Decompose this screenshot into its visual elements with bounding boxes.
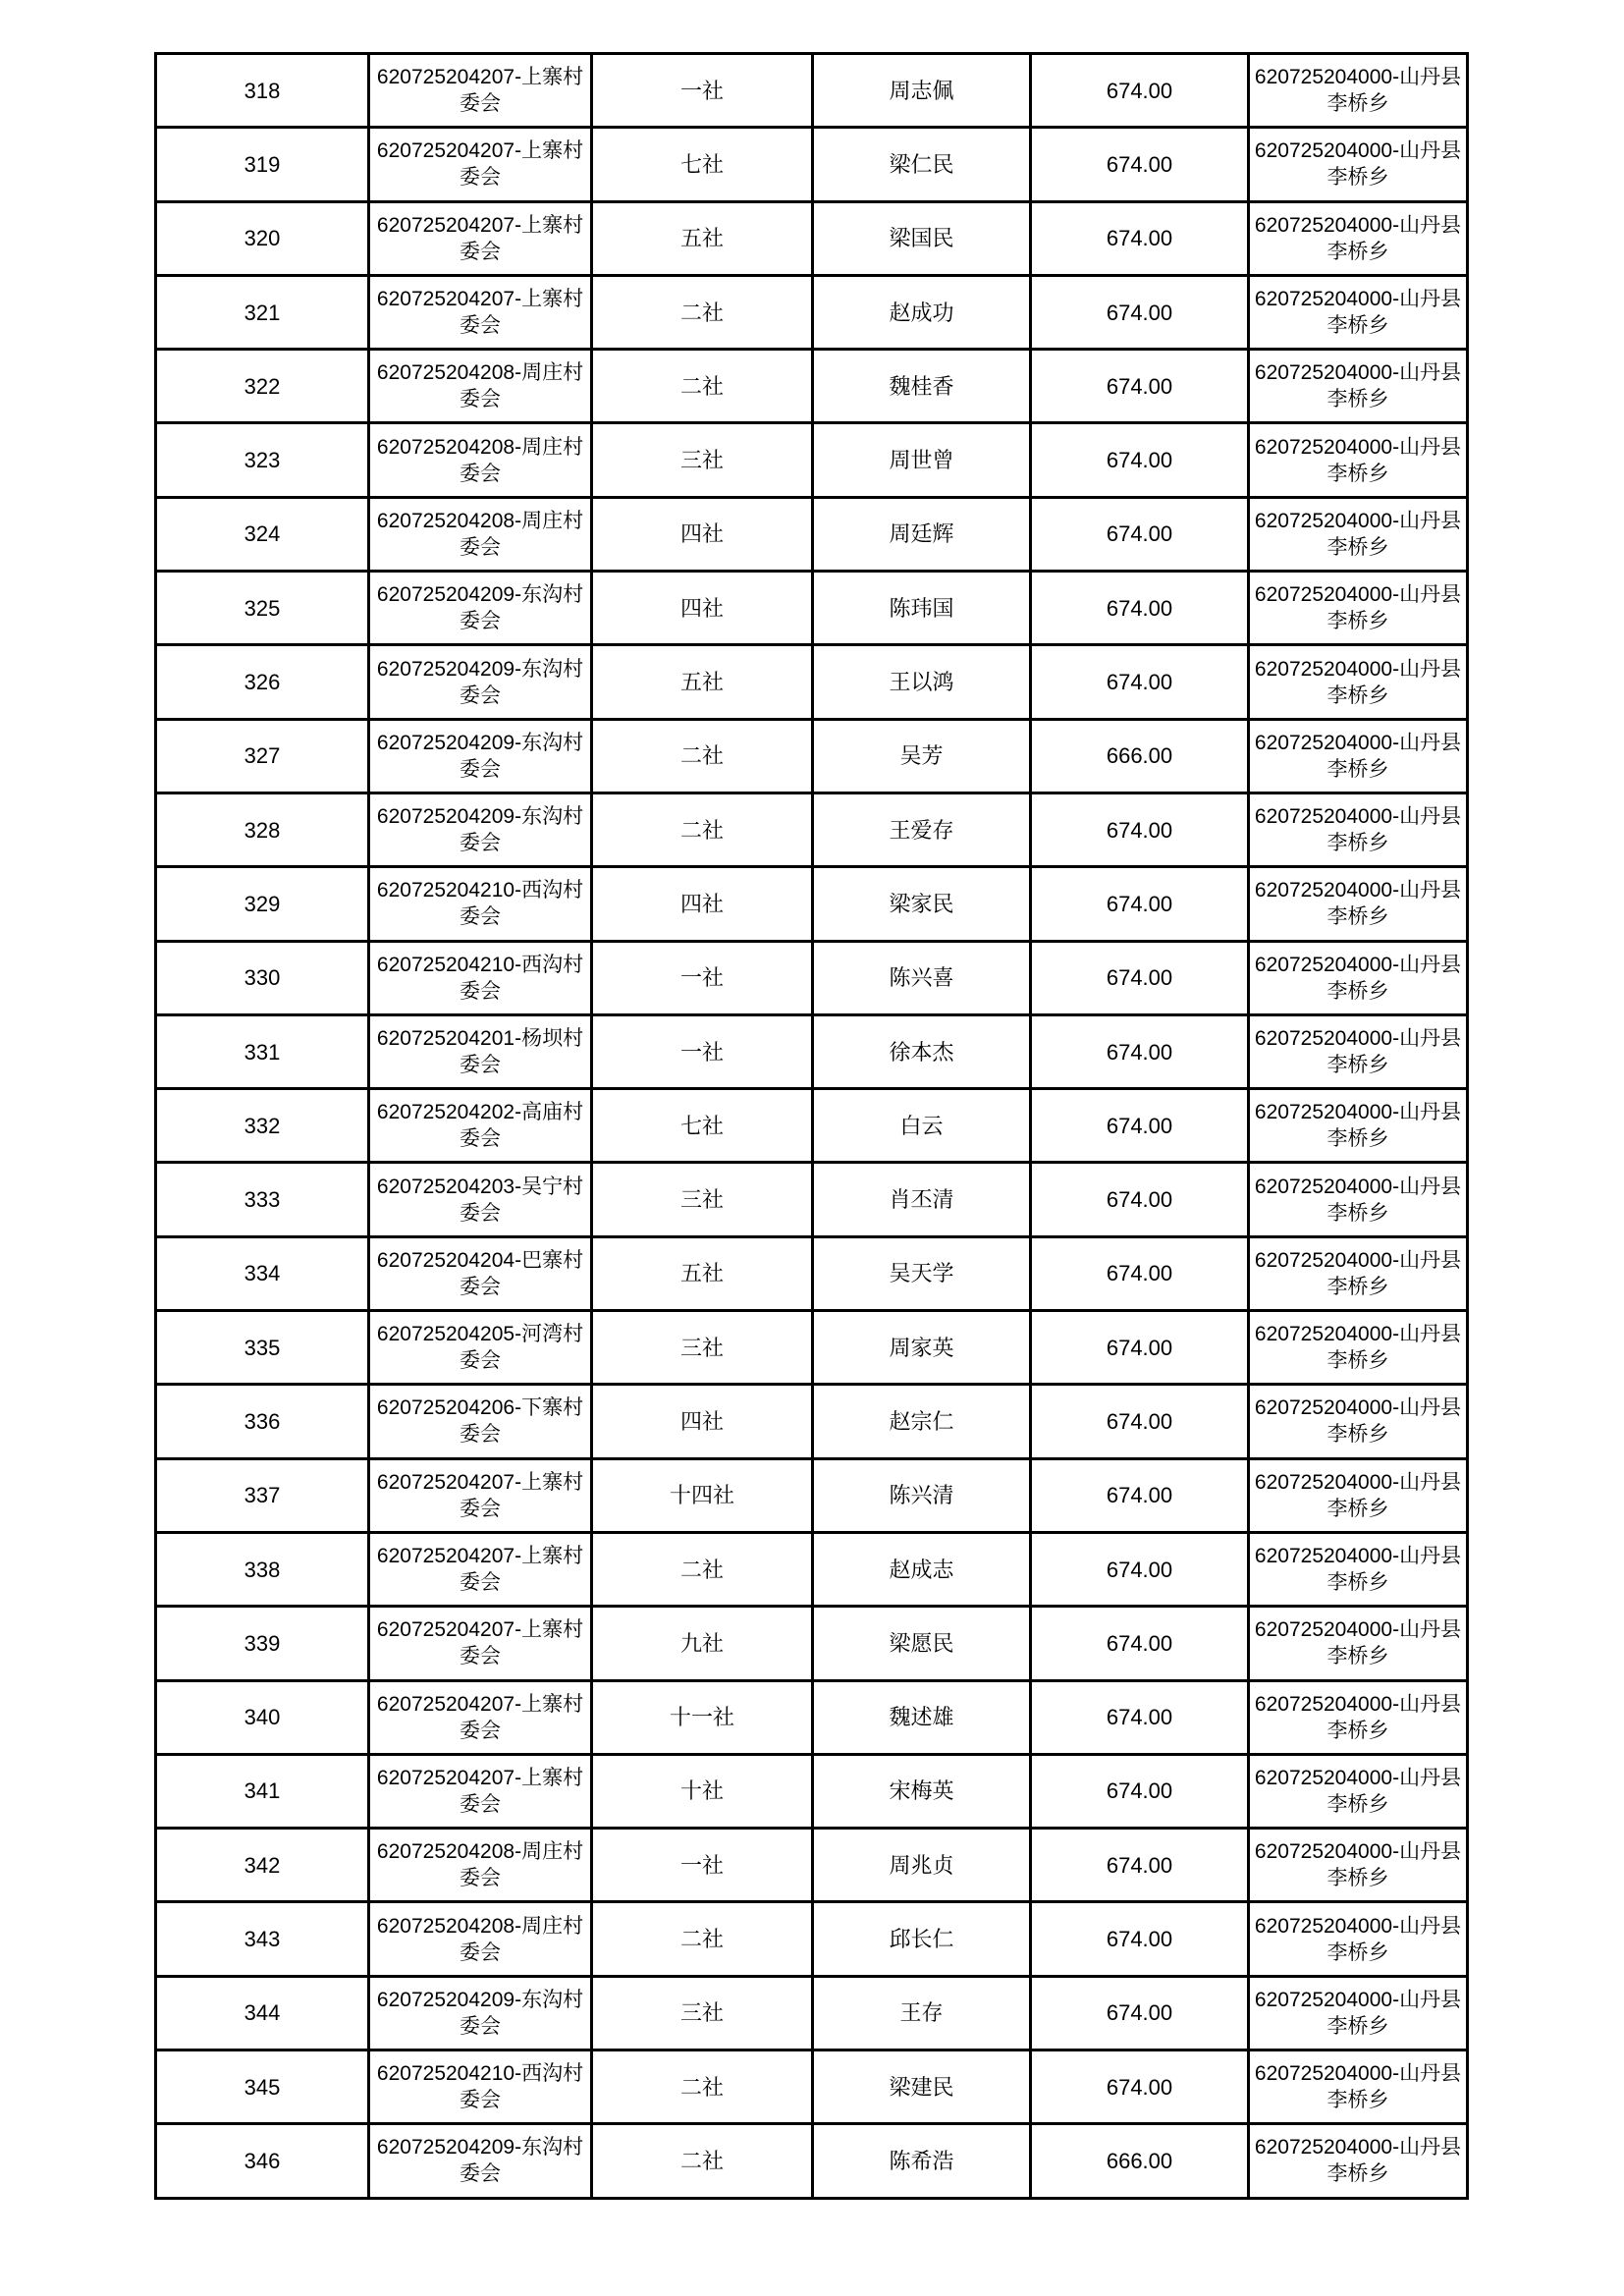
cell-amount: 674.00 [1031,423,1249,497]
cell-group: 十一社 [592,1680,813,1754]
table-row [156,497,1468,571]
cell-village-committee: 620725204209-东沟村委会 [369,719,592,793]
cell-village-committee: 620725204207-上寨村委会 [369,275,592,349]
cell-group: 十社 [592,1754,813,1828]
cell-amount: 674.00 [1031,1829,1249,1902]
cell-amount: 674.00 [1031,350,1249,423]
cell-person-name: 赵成志 [813,1532,1031,1606]
cell-group: 七社 [592,1089,813,1163]
cell-person-name: 肖丕清 [813,1163,1031,1236]
table-row [156,793,1468,866]
cell-township: 620725204000-山丹县李桥乡 [1249,719,1468,793]
cell-village-committee: 620725204202-高庙村委会 [369,1089,592,1163]
table-row [156,1385,1468,1458]
cell-row-number: 340 [156,1680,369,1754]
cell-person-name: 周家英 [813,1311,1031,1385]
cell-row-number: 327 [156,719,369,793]
cell-township: 620725204000-山丹县李桥乡 [1249,1311,1468,1385]
cell-row-number: 345 [156,2050,369,2124]
cell-group: 七社 [592,128,813,201]
cell-amount: 674.00 [1031,1680,1249,1754]
cell-group: 一社 [592,54,813,128]
cell-row-number: 326 [156,645,369,719]
cell-group: 二社 [592,2124,813,2198]
cell-township: 620725204000-山丹县李桥乡 [1249,423,1468,497]
cell-village-committee: 620725204210-西沟村委会 [369,941,592,1014]
cell-village-committee: 620725204208-周庄村委会 [369,350,592,423]
cell-amount: 674.00 [1031,1532,1249,1606]
cell-row-number: 346 [156,2124,369,2198]
cell-person-name: 周兆贞 [813,1829,1031,1902]
cell-village-committee: 620725204209-东沟村委会 [369,572,592,645]
cell-township: 620725204000-山丹县李桥乡 [1249,350,1468,423]
table-row [156,423,1468,497]
subsidy-table [154,52,1469,2200]
cell-row-number: 328 [156,793,369,866]
cell-row-number: 321 [156,275,369,349]
cell-township: 620725204000-山丹县李桥乡 [1249,1236,1468,1310]
cell-group: 五社 [592,1236,813,1310]
cell-person-name: 赵成功 [813,275,1031,349]
cell-township: 620725204000-山丹县李桥乡 [1249,572,1468,645]
cell-person-name: 魏述雄 [813,1680,1031,1754]
cell-person-name: 白云 [813,1089,1031,1163]
cell-amount: 674.00 [1031,1385,1249,1458]
table-row [156,1680,1468,1754]
cell-row-number: 334 [156,1236,369,1310]
cell-person-name: 王以鸿 [813,645,1031,719]
cell-person-name: 陈兴清 [813,1458,1031,1532]
cell-village-committee: 620725204206-下寨村委会 [369,1385,592,1458]
cell-group: 二社 [592,2050,813,2124]
cell-person-name: 陈玮国 [813,572,1031,645]
cell-row-number: 323 [156,423,369,497]
cell-amount: 674.00 [1031,1311,1249,1385]
cell-amount: 674.00 [1031,1089,1249,1163]
cell-row-number: 341 [156,1754,369,1828]
cell-township: 620725204000-山丹县李桥乡 [1249,201,1468,275]
cell-village-committee: 620725204203-吴宁村委会 [369,1163,592,1236]
cell-village-committee: 620725204204-巴寨村委会 [369,1236,592,1310]
cell-person-name: 梁国民 [813,201,1031,275]
cell-person-name: 梁愿民 [813,1607,1031,1680]
cell-township: 620725204000-山丹县李桥乡 [1249,1089,1468,1163]
table-row [156,867,1468,941]
cell-group: 四社 [592,572,813,645]
cell-person-name: 周廷辉 [813,497,1031,571]
cell-village-committee: 620725204210-西沟村委会 [369,2050,592,2124]
cell-group: 三社 [592,1311,813,1385]
cell-group: 一社 [592,1829,813,1902]
cell-township: 620725204000-山丹县李桥乡 [1249,645,1468,719]
cell-village-committee: 620725204208-周庄村委会 [369,497,592,571]
cell-group: 五社 [592,201,813,275]
table-row [156,1754,1468,1828]
cell-township: 620725204000-山丹县李桥乡 [1249,1385,1468,1458]
cell-amount: 674.00 [1031,1014,1249,1088]
cell-amount: 674.00 [1031,793,1249,866]
cell-amount: 674.00 [1031,1458,1249,1532]
cell-village-committee: 620725204205-河湾村委会 [369,1311,592,1385]
cell-row-number: 338 [156,1532,369,1606]
cell-township: 620725204000-山丹县李桥乡 [1249,867,1468,941]
cell-village-committee: 620725204209-东沟村委会 [369,1976,592,2050]
cell-amount: 674.00 [1031,645,1249,719]
cell-person-name: 赵宗仁 [813,1385,1031,1458]
cell-person-name: 周志佩 [813,54,1031,128]
table-row [156,572,1468,645]
cell-row-number: 344 [156,1976,369,2050]
cell-township: 620725204000-山丹县李桥乡 [1249,941,1468,1014]
cell-village-committee: 620725204201-杨坝村委会 [369,1014,592,1088]
cell-row-number: 333 [156,1163,369,1236]
table-row [156,1458,1468,1532]
cell-township: 620725204000-山丹县李桥乡 [1249,2124,1468,2198]
cell-township: 620725204000-山丹县李桥乡 [1249,1976,1468,2050]
cell-group: 九社 [592,1607,813,1680]
cell-village-committee: 620725204208-周庄村委会 [369,1902,592,1976]
table-row [156,350,1468,423]
cell-row-number: 319 [156,128,369,201]
cell-group: 四社 [592,1385,813,1458]
cell-row-number: 320 [156,201,369,275]
cell-village-committee: 620725204209-东沟村委会 [369,793,592,866]
cell-village-committee: 620725204207-上寨村委会 [369,128,592,201]
cell-person-name: 周世曾 [813,423,1031,497]
cell-person-name: 徐本杰 [813,1014,1031,1088]
cell-township: 620725204000-山丹县李桥乡 [1249,1680,1468,1754]
cell-row-number: 325 [156,572,369,645]
cell-row-number: 324 [156,497,369,571]
table-row [156,275,1468,349]
cell-person-name: 宋梅英 [813,1754,1031,1828]
table-row [156,2050,1468,2124]
cell-village-committee: 620725204207-上寨村委会 [369,1680,592,1754]
cell-township: 620725204000-山丹县李桥乡 [1249,1458,1468,1532]
cell-amount: 674.00 [1031,54,1249,128]
cell-amount: 674.00 [1031,941,1249,1014]
cell-amount: 674.00 [1031,2050,1249,2124]
cell-amount: 674.00 [1031,867,1249,941]
cell-amount: 674.00 [1031,1902,1249,1976]
cell-group: 三社 [592,423,813,497]
cell-village-committee: 620725204210-西沟村委会 [369,867,592,941]
cell-group: 一社 [592,1014,813,1088]
cell-township: 620725204000-山丹县李桥乡 [1249,54,1468,128]
table-row [156,1902,1468,1976]
cell-row-number: 332 [156,1089,369,1163]
cell-person-name: 陈希浩 [813,2124,1031,2198]
cell-village-committee: 620725204207-上寨村委会 [369,1607,592,1680]
table-row [156,2124,1468,2198]
cell-group: 二社 [592,1902,813,1976]
cell-amount: 674.00 [1031,1976,1249,2050]
cell-village-committee: 620725204207-上寨村委会 [369,54,592,128]
table-row [156,1976,1468,2050]
cell-group: 四社 [592,497,813,571]
cell-row-number: 331 [156,1014,369,1088]
cell-village-committee: 620725204207-上寨村委会 [369,1458,592,1532]
cell-group: 三社 [592,1163,813,1236]
cell-amount: 674.00 [1031,128,1249,201]
cell-township: 620725204000-山丹县李桥乡 [1249,128,1468,201]
cell-row-number: 330 [156,941,369,1014]
table-row [156,128,1468,201]
cell-township: 620725204000-山丹县李桥乡 [1249,1902,1468,1976]
cell-row-number: 337 [156,1458,369,1532]
cell-person-name: 吴芳 [813,719,1031,793]
cell-group: 三社 [592,1976,813,2050]
cell-township: 620725204000-山丹县李桥乡 [1249,1607,1468,1680]
cell-person-name: 梁建民 [813,2050,1031,2124]
cell-person-name: 梁仁民 [813,128,1031,201]
cell-township: 620725204000-山丹县李桥乡 [1249,1754,1468,1828]
cell-amount: 674.00 [1031,1236,1249,1310]
cell-township: 620725204000-山丹县李桥乡 [1249,275,1468,349]
cell-amount: 674.00 [1031,1754,1249,1828]
cell-amount: 666.00 [1031,719,1249,793]
cell-row-number: 336 [156,1385,369,1458]
cell-township: 620725204000-山丹县李桥乡 [1249,1014,1468,1088]
cell-row-number: 322 [156,350,369,423]
cell-amount: 674.00 [1031,497,1249,571]
cell-village-committee: 620725204209-东沟村委会 [369,2124,592,2198]
cell-township: 620725204000-山丹县李桥乡 [1249,1163,1468,1236]
table-row [156,1532,1468,1606]
cell-village-committee: 620725204207-上寨村委会 [369,1754,592,1828]
cell-amount: 666.00 [1031,2124,1249,2198]
cell-amount: 674.00 [1031,572,1249,645]
cell-group: 二社 [592,719,813,793]
cell-person-name: 邱长仁 [813,1902,1031,1976]
cell-group: 一社 [592,941,813,1014]
cell-row-number: 329 [156,867,369,941]
table-row [156,1089,1468,1163]
table-row [156,941,1468,1014]
cell-row-number: 342 [156,1829,369,1902]
cell-township: 620725204000-山丹县李桥乡 [1249,1829,1468,1902]
table-row [156,1829,1468,1902]
cell-row-number: 343 [156,1902,369,1976]
table-row [156,54,1468,128]
cell-township: 620725204000-山丹县李桥乡 [1249,1532,1468,1606]
cell-village-committee: 620725204208-周庄村委会 [369,1829,592,1902]
cell-amount: 674.00 [1031,275,1249,349]
cell-person-name: 陈兴喜 [813,941,1031,1014]
cell-village-committee: 620725204209-东沟村委会 [369,645,592,719]
table-row [156,1236,1468,1310]
table-row [156,719,1468,793]
cell-group: 二社 [592,350,813,423]
cell-township: 620725204000-山丹县李桥乡 [1249,2050,1468,2124]
cell-township: 620725204000-山丹县李桥乡 [1249,497,1468,571]
table-row [156,1607,1468,1680]
cell-village-committee: 620725204208-周庄村委会 [369,423,592,497]
cell-group: 四社 [592,867,813,941]
cell-row-number: 339 [156,1607,369,1680]
table-row [156,645,1468,719]
cell-group: 二社 [592,275,813,349]
cell-amount: 674.00 [1031,201,1249,275]
cell-person-name: 魏桂香 [813,350,1031,423]
cell-person-name: 吴天学 [813,1236,1031,1310]
cell-village-committee: 620725204207-上寨村委会 [369,1532,592,1606]
table-row [156,201,1468,275]
cell-group: 二社 [592,793,813,866]
cell-group: 五社 [592,645,813,719]
cell-person-name: 王爱存 [813,793,1031,866]
cell-village-committee: 620725204207-上寨村委会 [369,201,592,275]
cell-person-name: 梁家民 [813,867,1031,941]
table-row [156,1014,1468,1088]
cell-group: 十四社 [592,1458,813,1532]
table-row [156,1163,1468,1236]
cell-township: 620725204000-山丹县李桥乡 [1249,793,1468,866]
table-row [156,1311,1468,1385]
cell-group: 二社 [592,1532,813,1606]
cell-row-number: 318 [156,54,369,128]
cell-amount: 674.00 [1031,1607,1249,1680]
cell-person-name: 王存 [813,1976,1031,2050]
cell-amount: 674.00 [1031,1163,1249,1236]
cell-row-number: 335 [156,1311,369,1385]
